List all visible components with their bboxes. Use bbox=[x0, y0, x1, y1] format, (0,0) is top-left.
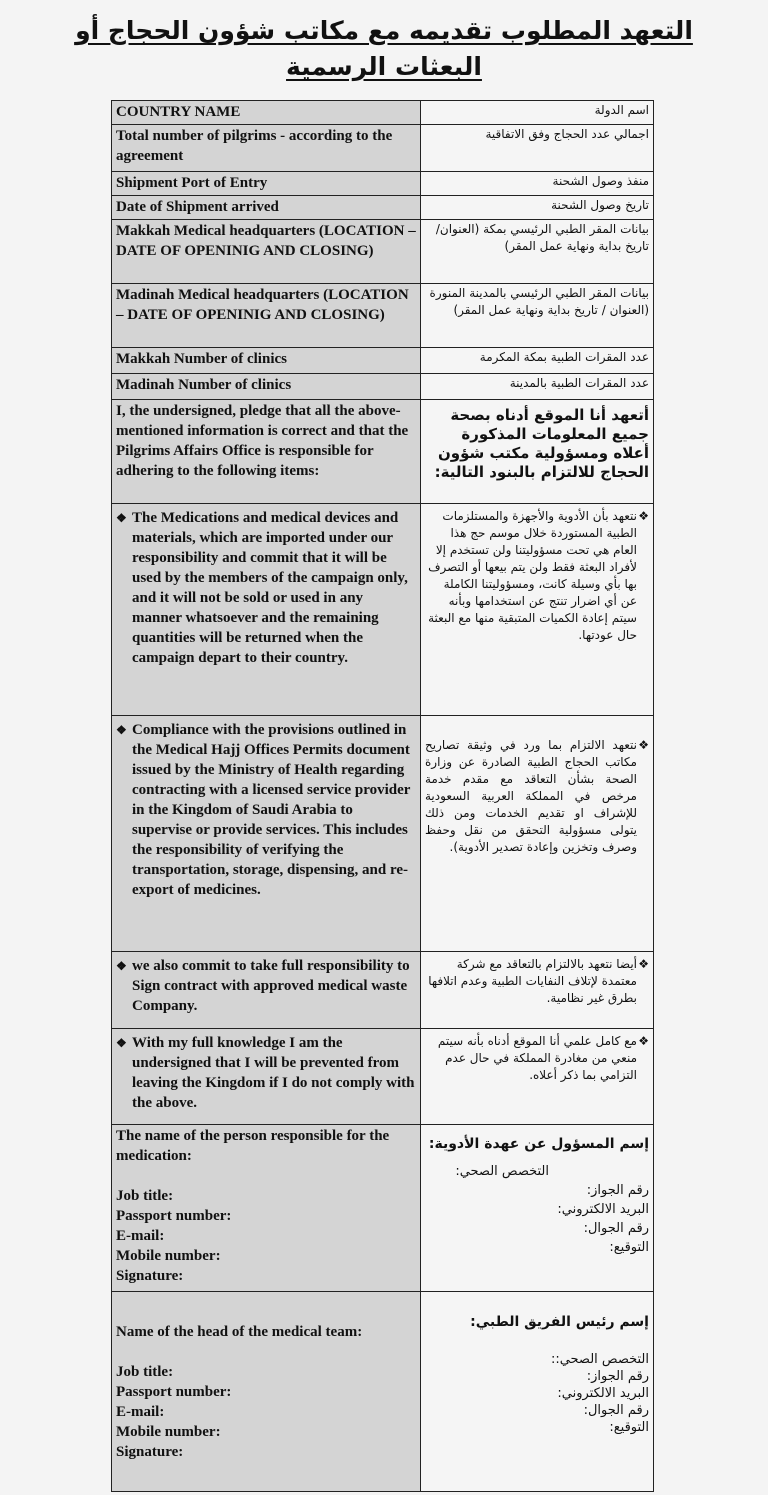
medical-team-head-heading-ar: إسم رئيس الفريق الطبي: bbox=[470, 1314, 649, 1330]
row-item-compliance bbox=[112, 716, 654, 952]
pledge-statement-ar: أتعهد أنا الموقع أدناه بصحة جميع المعلومات المذكورة أعلاه ومسؤولية مكتب شؤون الحجاج للالتزام بالبنود التالية: bbox=[421, 400, 654, 504]
row-port-of-entry bbox=[112, 172, 654, 196]
row-madinah-hq bbox=[112, 284, 654, 348]
medical-team-head-ar bbox=[421, 1292, 654, 1492]
label-shipment-date-en: Date of Shipment arrived bbox=[112, 196, 421, 220]
passport-number-label-ar: رقم الجواز: bbox=[586, 1183, 649, 1198]
signature-label-ar: التوقيع: bbox=[609, 1240, 649, 1255]
item-compliance-text-en: Compliance with the provisions outlined in the Medical Hajj Offices Permits document issued by the Ministry of Health regarding contracting with a licensed service provider in the Kingdom of Saudi Arabia to supervise or provide services. This includes the responsibility of verifying the transportation, storage, dispensing, and re-export of medicines. bbox=[132, 722, 411, 898]
medication-responsible-ar bbox=[421, 1125, 654, 1292]
passport-number-label: Passport number: bbox=[116, 1208, 232, 1224]
item-travel-ban-en bbox=[112, 1029, 421, 1125]
bullet-diamond-icon: ❖ bbox=[116, 511, 127, 525]
signature-label: Signature: bbox=[116, 1268, 184, 1284]
job-title-label-ar: التخصص الصحي:: bbox=[550, 1352, 649, 1367]
label-country-name-en: COUNTRY NAME bbox=[112, 101, 421, 125]
item-travel-ban-text-en: With my full knowledge I am the undersigned that I will be prevented from leaving the Kingdom if I do not comply with the above. bbox=[132, 1035, 415, 1111]
label-port-of-entry-en: Shipment Port of Entry bbox=[112, 172, 421, 196]
item-compliance-ar bbox=[421, 716, 654, 952]
email-label: E-mail: bbox=[116, 1228, 165, 1244]
passport-number-label: Passport number: bbox=[116, 1384, 232, 1400]
row-item-medications bbox=[112, 504, 654, 716]
item-waste-text-en: we also commit to take full responsibility to Sign contract with approved medical waste Company. bbox=[132, 958, 410, 1014]
medication-responsible-en bbox=[112, 1125, 421, 1292]
bullet-diamond-icon: ❖ bbox=[116, 1036, 127, 1050]
row-medical-team-head bbox=[112, 1292, 654, 1492]
pledge-statement-en: I, the undersigned, pledge that all the above-mentioned information is correct and that the Pilgrims Affairs Office is responsible for adhering to the following items: bbox=[112, 400, 421, 504]
row-item-waste bbox=[112, 952, 654, 1029]
item-medications-text-ar: نتعهد بأن الأدوية والأجهزة والمستلزمات الطبية المستوردة خلال موسم حج هذا العام هي تحت مسؤوليتنا ولن تستخدم إلا لأفراد البعثة فقط ولن يتم بيعها أو التصرف بها بأي وسيلة كانت، ومسؤوليتنا الكاملة عن أي اضرار تنتج عن استخدامها وبأنه سيتم إعادة الكميات المتبقية منها مع البعثة حال عودتها. bbox=[428, 509, 637, 642]
document-title-line-2: البعثات الرسمية bbox=[286, 52, 482, 81]
email-label-ar: البريد الالكتروني: bbox=[557, 1386, 649, 1401]
row-medication-responsible bbox=[112, 1125, 654, 1292]
email-label: E-mail: bbox=[116, 1404, 165, 1420]
bullet-diamond-icon: ❖ bbox=[638, 1034, 649, 1048]
label-makkah-clinics-en: Makkah Number of clinics bbox=[112, 348, 421, 374]
medication-responsible-heading-en: The name of the person responsible for the medication: bbox=[116, 1128, 390, 1164]
item-medications-text-en: The Medications and medical devices and materials, which are imported under our responsibility and commit that it will be used by the members of the campaign only, and it will not be sold or used in any manner whatsoever and the remaining quantities will be returned when the campaign depart to their country. bbox=[132, 510, 408, 666]
label-madinah-clinics-ar: عدد المقرات الطبية بالمدينة bbox=[421, 374, 654, 400]
label-makkah-clinics-ar: عدد المقرات الطبية بمكة المكرمة bbox=[421, 348, 654, 374]
email-label-ar: البريد الالكتروني: bbox=[557, 1202, 649, 1217]
item-waste-en bbox=[112, 952, 421, 1029]
label-port-of-entry-ar: منفذ وصول الشحنة bbox=[421, 172, 654, 196]
mobile-number-label: Mobile number: bbox=[116, 1424, 221, 1440]
label-madinah-clinics-en: Madinah Number of clinics bbox=[112, 374, 421, 400]
mobile-number-label-ar: رقم الجوال: bbox=[583, 1221, 649, 1236]
label-madinah-hq-en: Madinah Medical headquarters (LOCATION – DATE OF OPENINIG AND CLOSING) bbox=[112, 284, 421, 348]
item-compliance-text-ar: نتعهد الالتزام بما ورد في وثيقة تصاريح مكاتب الحجاج الطبية الصادرة عن وزارة الصحة بشأن التعاقد مع مقدم خدمة مرخص في المملكة العربية السعودية للإشراف او تقديم الخدمات ومن ذلك يتولى مسؤولية التحقق من نقل وحفظ وصرف وتخزين وإعادة تصدير الأدوية). bbox=[425, 738, 637, 854]
item-travel-ban-text-ar: مع كامل علمي أنا الموقع أدناه بأنه سيتم منعي من مغادرة المملكة في حال عدم التزامي بما ذكر أعلاه. bbox=[437, 1034, 637, 1082]
item-waste-ar bbox=[421, 952, 654, 1029]
row-total-pilgrims bbox=[112, 125, 654, 172]
signature-label-ar: التوقيع: bbox=[609, 1420, 649, 1435]
label-total-pilgrims-en: Total number of pilgrims - according to the agreement bbox=[112, 125, 421, 172]
item-medications-ar bbox=[421, 504, 654, 716]
label-makkah-hq-en: Makkah Medical headquarters (LOCATION – DATE OF OPENINIG AND CLOSING) bbox=[112, 220, 421, 284]
label-country-name-ar: اسم الدولة bbox=[421, 101, 654, 125]
medical-team-head-en bbox=[112, 1292, 421, 1492]
mobile-number-label-ar: رقم الجوال: bbox=[583, 1403, 649, 1418]
medication-responsible-heading-ar: إسم المسؤول عن عهدة الأدوية: bbox=[428, 1136, 649, 1152]
label-total-pilgrims-ar: اجمالي عدد الحجاج وفق الاتفاقية bbox=[421, 125, 654, 172]
signature-label: Signature: bbox=[116, 1444, 184, 1460]
bullet-diamond-icon: ❖ bbox=[116, 959, 127, 973]
item-compliance-en bbox=[112, 716, 421, 952]
bullet-diamond-icon: ❖ bbox=[638, 738, 649, 752]
job-title-label: Job title: bbox=[116, 1364, 174, 1380]
item-medications-en bbox=[112, 504, 421, 716]
row-makkah-clinics bbox=[112, 348, 654, 374]
passport-number-label-ar: رقم الجواز: bbox=[586, 1369, 649, 1384]
row-shipment-date bbox=[112, 196, 654, 220]
job-title-label: Job title: bbox=[116, 1188, 174, 1204]
pledge-form-table bbox=[111, 100, 654, 1492]
label-shipment-date-ar: تاريخ وصول الشحنة bbox=[421, 196, 654, 220]
label-madinah-hq-ar: بيانات المقر الطبي الرئيسي بالمدينة المنورة (العنوان / تاريخ بداية ونهاية عمل المقر) bbox=[421, 284, 654, 348]
row-country-name bbox=[112, 101, 654, 125]
bullet-diamond-icon: ❖ bbox=[116, 723, 127, 737]
mobile-number-label: Mobile number: bbox=[116, 1248, 221, 1264]
row-pledge-statement bbox=[112, 400, 654, 504]
row-madinah-clinics bbox=[112, 374, 654, 400]
label-makkah-hq-ar: بيانات المقر الطبي الرئيسي بمكة (العنوان/ تاريخ بداية ونهاية عمل المقر) bbox=[421, 220, 654, 284]
row-item-travel-ban bbox=[112, 1029, 654, 1125]
item-waste-text-ar: أيضا نتعهد بالالتزام بالتعاقد مع شركة معتمدة لإتلاف النفايات الطبية وعدم اتلافها بطرق غير نظامية. bbox=[428, 957, 637, 1005]
row-makkah-hq bbox=[112, 220, 654, 284]
item-travel-ban-ar bbox=[421, 1029, 654, 1125]
bullet-diamond-icon: ❖ bbox=[638, 957, 649, 971]
document-title-line-1: التعهد المطلوب تقديمه مع مكاتب شؤون الحجاج أو bbox=[75, 16, 693, 45]
job-title-label-ar: التخصص الصحي: bbox=[455, 1164, 549, 1179]
bullet-diamond-icon: ❖ bbox=[638, 509, 649, 523]
medical-team-head-heading-en: Name of the head of the medical team: bbox=[116, 1324, 363, 1340]
